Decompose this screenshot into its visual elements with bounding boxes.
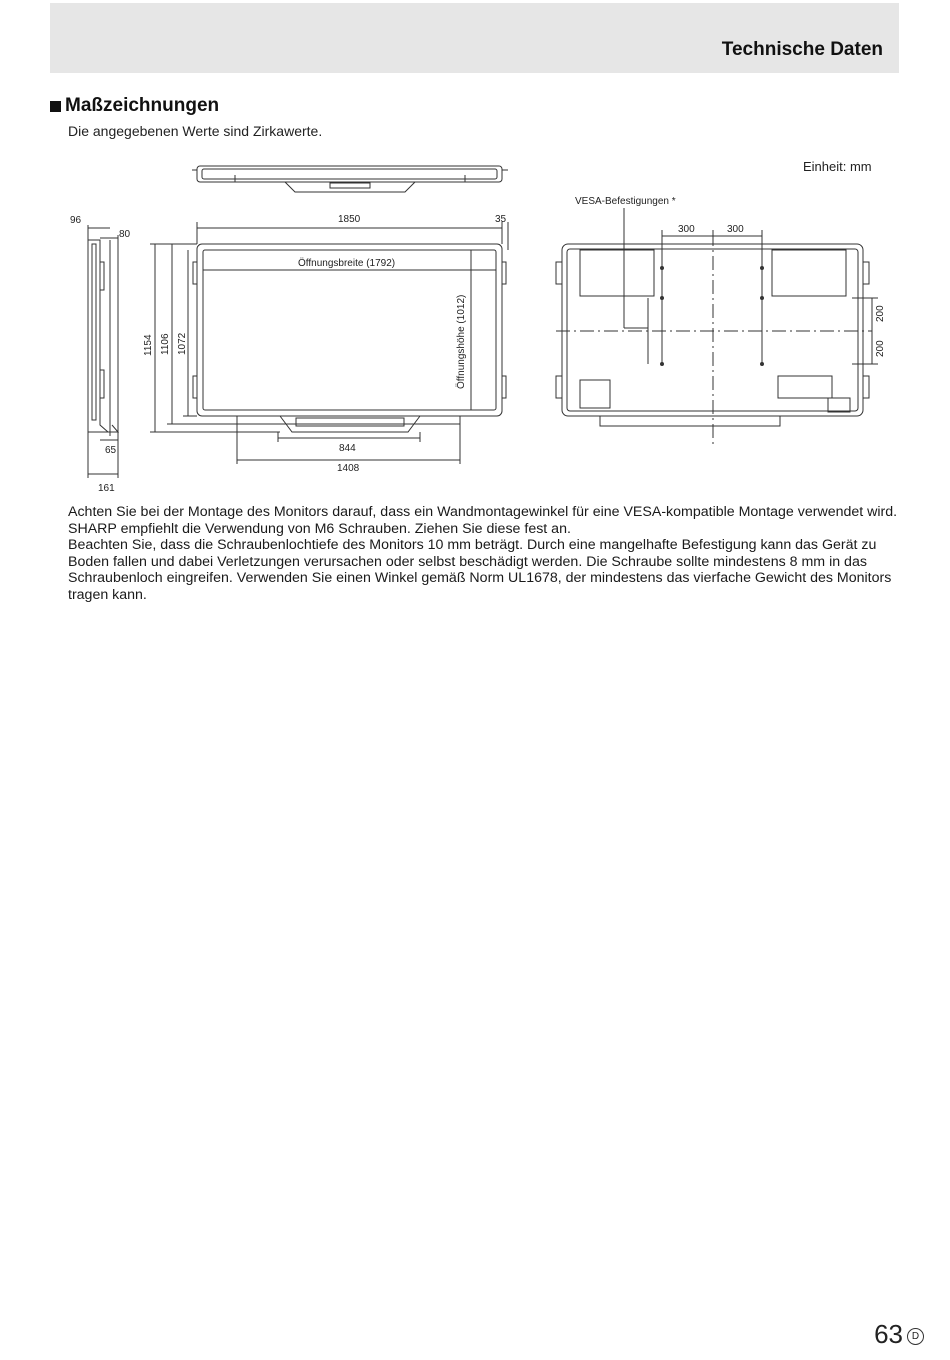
- rear-view-drawing: [556, 208, 878, 446]
- dim-height-inner: 1072: [177, 332, 188, 355]
- paragraph-1: Achten Sie bei der Montage des Monitors darauf, dass ein Wandmontagewinkel für eine VESA-kompatible Montage verwendet wird. SHARP empfiehlt die Verwendung von M6 Schrauben. Ziehen Sie diese fest an.: [68, 504, 898, 537]
- section-subtitle: Die angegebenen Werte sind Zirkawerte.: [68, 123, 323, 139]
- dim-side-depth-mid: 80: [119, 229, 131, 240]
- unit-label: Einheit: mm: [803, 159, 872, 174]
- side-view-drawing: [88, 225, 118, 478]
- dim-opening-width: Öffnungsbreite (1792): [298, 258, 396, 269]
- mounting-instructions: [68, 504, 908, 604]
- dim-width-total: 1850: [338, 214, 361, 225]
- dim-bezel-right: 35: [495, 214, 507, 225]
- dim-vesa-v1: 200: [875, 305, 886, 322]
- dim-vesa-v2: 200: [875, 340, 886, 357]
- language-badge: D: [907, 1328, 924, 1345]
- dim-opening-height: Öffnungshöhe (1012): [456, 294, 467, 389]
- dim-stand-outer: 1408: [337, 463, 360, 474]
- dim-vesa-h2: 300: [727, 224, 744, 235]
- dim-height-total: 1154: [143, 334, 154, 356]
- dim-vesa-h1: 300: [678, 224, 695, 235]
- top-view-drawing: [192, 166, 508, 192]
- dim-height-mid: 1106: [160, 333, 171, 355]
- dim-side-base-total: 161: [98, 483, 115, 494]
- dim-stand-inner: 844: [339, 443, 356, 454]
- dim-side-base-small: 65: [105, 445, 117, 456]
- dim-side-depth-top: 96: [70, 215, 82, 226]
- paragraph-2: Beachten Sie, dass die Schraubenlochtiefe des Monitors 10 mm beträgt. Durch eine mangelhafte Befestigung kann das Gerät zu Boden fallen und dabei Verletzungen verursachen oder selbst beschädigt werden. Die Schraube sollte mindestens 8 mm in das Schraubenloch eingreifen. Verwenden Sie einen Winkel gemäß Norm UL1678, der mindestens das vierfache Gewicht des Monitors tragen kann.: [68, 537, 892, 603]
- dimension-drawing: [0, 0, 950, 500]
- page-number: [874, 1319, 924, 1350]
- page-number-text: 63: [874, 1319, 903, 1349]
- vesa-label: VESA-Befestigungen *: [575, 196, 676, 207]
- page-title: Technische Daten: [721, 39, 883, 60]
- vesa-holes: [660, 266, 764, 366]
- section-heading-text: Maßzeichnungen: [65, 95, 220, 116]
